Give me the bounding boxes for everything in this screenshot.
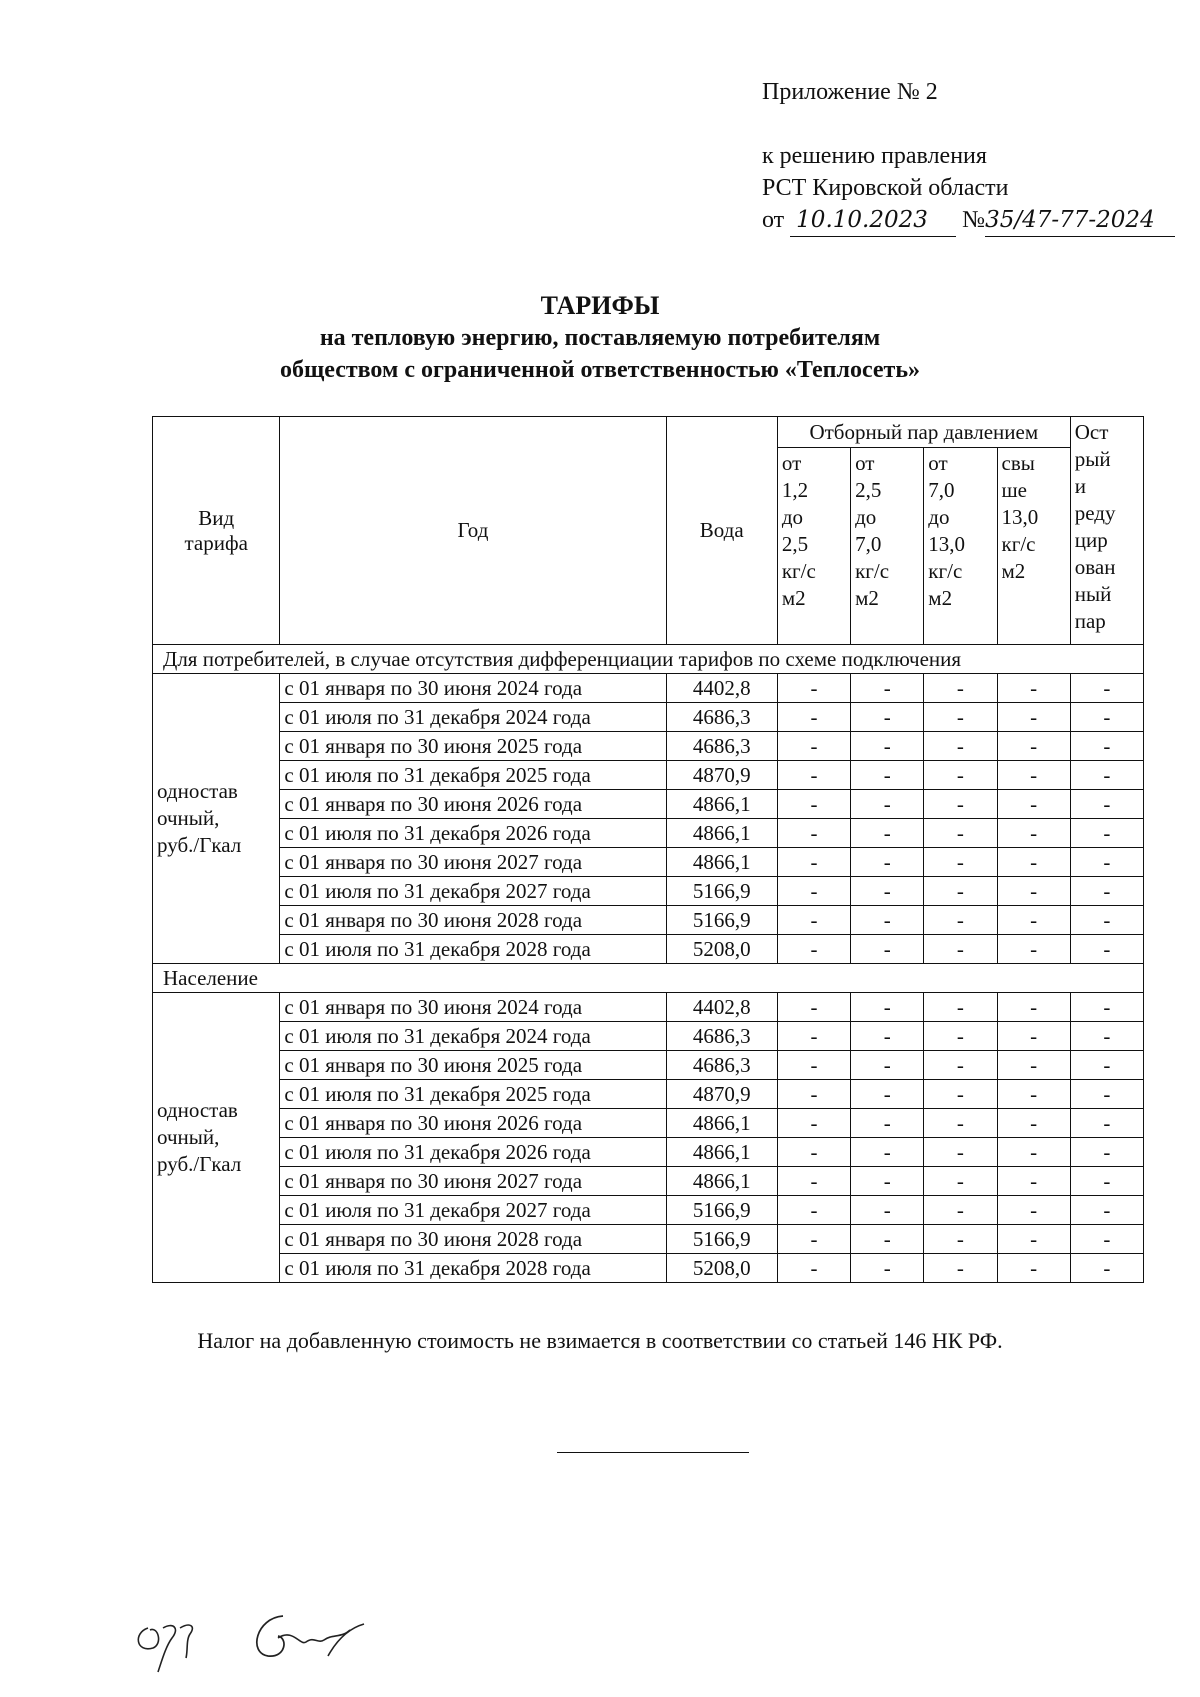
- steam-tariff-cell: -: [777, 1167, 850, 1196]
- steam-tariff-cell: -: [924, 1254, 997, 1283]
- water-tariff-cell: 5166,9: [666, 1196, 777, 1225]
- steam-tariff-cell: -: [924, 1167, 997, 1196]
- period-cell: с 01 января по 30 июня 2024 года: [280, 674, 666, 703]
- water-tariff-cell: 4686,3: [666, 703, 777, 732]
- steam-tariff-cell: -: [924, 1225, 997, 1254]
- steam-tariff-cell: -: [997, 1196, 1070, 1225]
- period-cell: с 01 января по 30 июня 2024 года: [280, 993, 666, 1022]
- steam-tariff-cell: -: [777, 1138, 850, 1167]
- tariff-type-cell: [153, 674, 280, 964]
- authority-line: РСТ Кировской области: [762, 175, 1009, 201]
- water-tariff-cell: 5166,9: [666, 1225, 777, 1254]
- table-row: [153, 819, 1144, 848]
- vat-note: Налог на добавленную стоимость не взимается в соответствии со статьей 146 НК РФ.: [197, 1328, 1003, 1353]
- col-header-steam-1: от 1,2 до 2,5 кг/с м2: [777, 448, 850, 645]
- table-row: [153, 761, 1144, 790]
- steam-tariff-cell: -: [924, 993, 997, 1022]
- steam-tariff-cell: -: [851, 703, 924, 732]
- steam-tariff-cell: -: [851, 1196, 924, 1225]
- water-tariff-cell: 4686,3: [666, 1051, 777, 1080]
- period-cell: с 01 июля по 31 декабря 2024 года: [280, 1022, 666, 1051]
- table-row: [153, 1080, 1144, 1109]
- group-label: Для потребителей, в случае отсутствия дифференциации тарифов по схеме подключения: [153, 645, 1144, 674]
- steam-tariff-cell: -: [924, 1080, 997, 1109]
- water-tariff-cell: 4870,9: [666, 761, 777, 790]
- steam-tariff-cell: -: [777, 848, 850, 877]
- water-tariff-cell: 5166,9: [666, 906, 777, 935]
- steam-tariff-cell: -: [1070, 993, 1143, 1022]
- steam-tariff-cell: -: [997, 993, 1070, 1022]
- appendix-number: Приложение № 2: [762, 79, 938, 105]
- water-tariff-cell: 4686,3: [666, 1022, 777, 1051]
- steam-tariff-cell: -: [851, 790, 924, 819]
- table-row: [153, 674, 1144, 703]
- period-cell: с 01 июля по 31 декабря 2028 года: [280, 1254, 666, 1283]
- period-cell: с 01 января по 30 июня 2026 года: [280, 790, 666, 819]
- steam-tariff-cell: -: [777, 674, 850, 703]
- steam-tariff-cell: -: [851, 732, 924, 761]
- water-tariff-cell: 4866,1: [666, 819, 777, 848]
- steam-tariff-cell: -: [851, 877, 924, 906]
- period-cell: с 01 июля по 31 декабря 2027 года: [280, 877, 666, 906]
- steam-tariff-cell: -: [924, 819, 997, 848]
- steam-tariff-cell: -: [997, 848, 1070, 877]
- table-row: [153, 1167, 1144, 1196]
- tariff-type-label: одностав очный, руб./Гкал: [157, 1098, 242, 1176]
- col-header-voda: Вода: [666, 417, 777, 645]
- table-row: [153, 877, 1144, 906]
- steam-tariff-cell: -: [924, 1022, 997, 1051]
- steam-tariff-cell: -: [777, 1225, 850, 1254]
- period-cell: с 01 июля по 31 декабря 2025 года: [280, 1080, 666, 1109]
- table-row: [153, 703, 1144, 732]
- tariff-table: [152, 416, 1144, 1283]
- steam-tariff-cell: -: [924, 790, 997, 819]
- steam-tariff-cell: -: [1070, 1167, 1143, 1196]
- steam-tariff-cell: -: [777, 935, 850, 964]
- steam-tariff-cell: -: [777, 877, 850, 906]
- steam-tariff-cell: -: [1070, 703, 1143, 732]
- water-tariff-cell: 5166,9: [666, 877, 777, 906]
- col-header-steam-group: Отборный пар давлением: [777, 417, 1070, 448]
- table-row: [153, 1196, 1144, 1225]
- col-header-steam-3: от 7,0 до 13,0 кг/с м2: [924, 448, 997, 645]
- steam-tariff-cell: -: [1070, 1022, 1143, 1051]
- water-tariff-cell: 4866,1: [666, 848, 777, 877]
- steam-tariff-cell: -: [997, 819, 1070, 848]
- table-row: [153, 906, 1144, 935]
- steam-tariff-cell: -: [851, 819, 924, 848]
- title-line-3: обществом с ограниченной ответственностью «Теплосеть»: [279, 357, 921, 383]
- steam-tariff-cell: -: [777, 732, 850, 761]
- steam-tariff-cell: -: [997, 1167, 1070, 1196]
- steam-tariff-cell: -: [777, 703, 850, 732]
- col-header-god: Год: [280, 417, 666, 645]
- steam-tariff-cell: -: [1070, 732, 1143, 761]
- steam-tariff-cell: -: [777, 993, 850, 1022]
- steam-tariff-cell: -: [1070, 877, 1143, 906]
- steam-tariff-cell: -: [777, 1254, 850, 1283]
- steam-tariff-cell: -: [924, 761, 997, 790]
- steam-tariff-cell: -: [1070, 1254, 1143, 1283]
- steam-tariff-cell: -: [1070, 819, 1143, 848]
- steam-tariff-cell: -: [997, 732, 1070, 761]
- steam-tariff-cell: -: [777, 790, 850, 819]
- water-tariff-cell: 4870,9: [666, 1080, 777, 1109]
- steam-tariff-cell: -: [1070, 906, 1143, 935]
- period-cell: с 01 июля по 31 декабря 2026 года: [280, 1138, 666, 1167]
- steam-tariff-cell: -: [924, 906, 997, 935]
- table-row: [153, 1138, 1144, 1167]
- water-tariff-cell: 5208,0: [666, 935, 777, 964]
- steam-tariff-cell: -: [851, 761, 924, 790]
- period-cell: с 01 января по 30 июня 2026 года: [280, 1109, 666, 1138]
- steam-tariff-cell: -: [924, 674, 997, 703]
- table-row: [153, 848, 1144, 877]
- period-cell: с 01 января по 30 июня 2028 года: [280, 1225, 666, 1254]
- steam-tariff-cell: -: [1070, 1225, 1143, 1254]
- steam-tariff-cell: -: [924, 732, 997, 761]
- steam-tariff-cell: -: [1070, 1080, 1143, 1109]
- water-tariff-cell: 4686,3: [666, 732, 777, 761]
- period-cell: с 01 января по 30 июня 2025 года: [280, 1051, 666, 1080]
- steam-tariff-cell: -: [997, 1051, 1070, 1080]
- steam-tariff-cell: -: [851, 1254, 924, 1283]
- group-label: Население: [153, 964, 1144, 993]
- group-row: [153, 645, 1144, 674]
- steam-tariff-cell: -: [924, 1109, 997, 1138]
- steam-tariff-cell: -: [924, 935, 997, 964]
- handwritten-signature-icon: [128, 1598, 388, 1683]
- steam-tariff-cell: -: [997, 703, 1070, 732]
- document-title: [0, 290, 1200, 386]
- water-tariff-cell: 4866,1: [666, 790, 777, 819]
- appendix-header: [762, 76, 1175, 237]
- from-prefix: от: [762, 207, 785, 233]
- period-cell: с 01 января по 30 июня 2025 года: [280, 732, 666, 761]
- steam-tariff-cell: -: [997, 761, 1070, 790]
- title-main: ТАРИФЫ: [540, 291, 660, 320]
- steam-tariff-cell: -: [851, 1138, 924, 1167]
- col-header-steam-4: свы ше 13,0 кг/с м2: [997, 448, 1070, 645]
- handwritten-number: 35/47-77-2024: [985, 204, 1175, 237]
- steam-tariff-cell: -: [997, 1109, 1070, 1138]
- steam-tariff-cell: -: [1070, 1196, 1143, 1225]
- steam-tariff-cell: -: [851, 906, 924, 935]
- steam-tariff-cell: -: [851, 1225, 924, 1254]
- water-tariff-cell: 4866,1: [666, 1109, 777, 1138]
- steam-tariff-cell: -: [924, 703, 997, 732]
- table-row: [153, 935, 1144, 964]
- steam-tariff-cell: -: [924, 877, 997, 906]
- steam-tariff-cell: -: [997, 674, 1070, 703]
- water-tariff-cell: 4402,8: [666, 993, 777, 1022]
- steam-tariff-cell: -: [777, 819, 850, 848]
- steam-tariff-cell: -: [777, 906, 850, 935]
- period-cell: с 01 июля по 31 декабря 2028 года: [280, 935, 666, 964]
- tariff-type-cell: [153, 993, 280, 1283]
- group-row: [153, 964, 1144, 993]
- steam-tariff-cell: -: [777, 1022, 850, 1051]
- period-cell: с 01 января по 30 июня 2028 года: [280, 906, 666, 935]
- steam-tariff-cell: -: [997, 1022, 1070, 1051]
- steam-tariff-cell: -: [1070, 1138, 1143, 1167]
- steam-tariff-cell: -: [997, 1080, 1070, 1109]
- tariff-type-label: одностав очный, руб./Гкал: [157, 779, 242, 857]
- steam-tariff-cell: -: [924, 1138, 997, 1167]
- steam-tariff-cell: -: [1070, 761, 1143, 790]
- title-line-2: на тепловую энергию, поставляемую потребителям: [319, 325, 881, 351]
- period-cell: с 01 июля по 31 декабря 2026 года: [280, 819, 666, 848]
- steam-tariff-cell: -: [997, 877, 1070, 906]
- period-cell: с 01 января по 30 июня 2027 года: [280, 848, 666, 877]
- steam-tariff-cell: -: [777, 1109, 850, 1138]
- steam-tariff-cell: -: [997, 906, 1070, 935]
- date-number-line: [762, 204, 1175, 237]
- steam-tariff-cell: -: [777, 1196, 850, 1225]
- steam-tariff-cell: -: [1070, 674, 1143, 703]
- steam-tariff-cell: -: [924, 848, 997, 877]
- steam-tariff-cell: -: [851, 1167, 924, 1196]
- steam-tariff-cell: -: [997, 790, 1070, 819]
- steam-tariff-cell: -: [997, 935, 1070, 964]
- period-cell: с 01 июля по 31 декабря 2024 года: [280, 703, 666, 732]
- steam-tariff-cell: -: [1070, 1109, 1143, 1138]
- steam-tariff-cell: -: [777, 761, 850, 790]
- table-row: [153, 1022, 1144, 1051]
- decision-line: к решению правления: [762, 143, 987, 169]
- steam-tariff-cell: -: [1070, 790, 1143, 819]
- divider-line: [557, 1452, 749, 1453]
- steam-tariff-cell: -: [1070, 848, 1143, 877]
- steam-tariff-cell: -: [851, 1051, 924, 1080]
- steam-tariff-cell: -: [851, 1022, 924, 1051]
- steam-tariff-cell: -: [924, 1051, 997, 1080]
- col-header-vid: Вид тарифа: [153, 417, 280, 645]
- steam-tariff-cell: -: [997, 1225, 1070, 1254]
- steam-tariff-cell: -: [924, 1196, 997, 1225]
- table-row: [153, 993, 1144, 1022]
- steam-tariff-cell: -: [851, 848, 924, 877]
- steam-tariff-cell: -: [997, 1254, 1070, 1283]
- table-row: [153, 1051, 1144, 1080]
- handwritten-date: 10.10.2023: [790, 204, 956, 237]
- steam-tariff-cell: -: [777, 1051, 850, 1080]
- table-row: [153, 1109, 1144, 1138]
- water-tariff-cell: 4402,8: [666, 674, 777, 703]
- steam-tariff-cell: -: [851, 1109, 924, 1138]
- water-tariff-cell: 4866,1: [666, 1138, 777, 1167]
- steam-tariff-cell: -: [851, 993, 924, 1022]
- steam-tariff-cell: -: [1070, 1051, 1143, 1080]
- table-row: [153, 1254, 1144, 1283]
- water-tariff-cell: 5208,0: [666, 1254, 777, 1283]
- period-cell: с 01 июля по 31 декабря 2025 года: [280, 761, 666, 790]
- period-cell: с 01 января по 30 июня 2027 года: [280, 1167, 666, 1196]
- steam-tariff-cell: -: [851, 674, 924, 703]
- steam-tariff-cell: -: [851, 1080, 924, 1109]
- steam-tariff-cell: -: [1070, 935, 1143, 964]
- col-header-ostry: Ост рый и реду цир ован ный пар: [1070, 417, 1143, 645]
- steam-tariff-cell: -: [851, 935, 924, 964]
- water-tariff-cell: 4866,1: [666, 1167, 777, 1196]
- table-row: [153, 1225, 1144, 1254]
- number-prefix: №: [962, 207, 986, 233]
- steam-tariff-cell: -: [997, 1138, 1070, 1167]
- period-cell: с 01 июля по 31 декабря 2027 года: [280, 1196, 666, 1225]
- table-row: [153, 790, 1144, 819]
- col-header-steam-2: от 2,5 до 7,0 кг/с м2: [851, 448, 924, 645]
- table-row: [153, 732, 1144, 761]
- steam-tariff-cell: -: [777, 1080, 850, 1109]
